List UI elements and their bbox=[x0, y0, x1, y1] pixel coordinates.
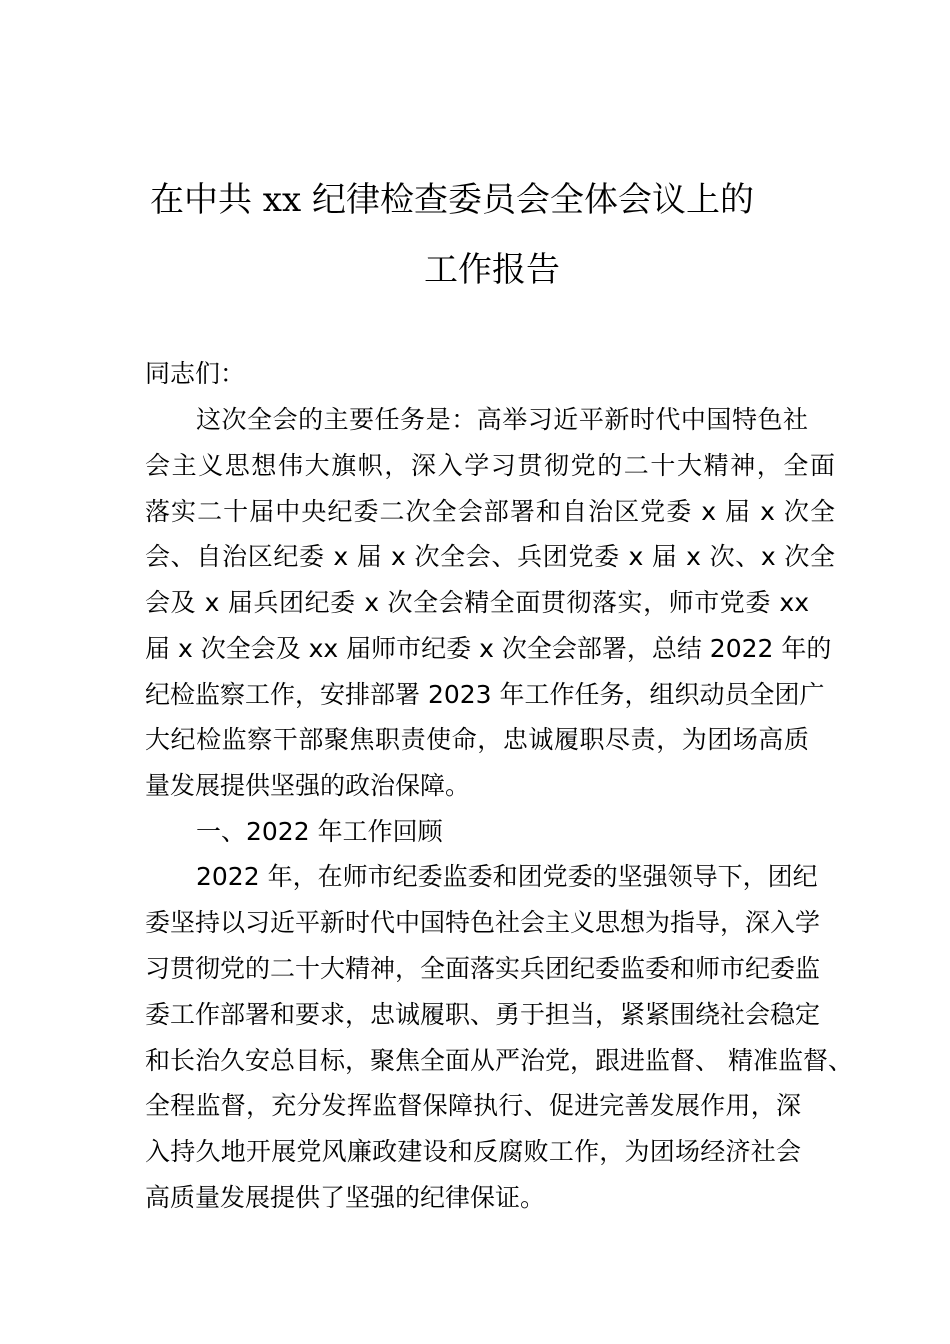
paragraph-line: 落实二十届中央纪委二次全会部署和自治区党委 x 届 x 次全 bbox=[145, 497, 835, 526]
paragraph-line: 委坚持以习近平新时代中国特色社会主义思想为指导，深入学 bbox=[145, 908, 821, 937]
paragraph-line: 大纪检监察干部聚焦职责使命，忠诚履职尽责，为团场高质 bbox=[145, 725, 809, 754]
paragraph-line: 这次全会的主要任务是：高举习近平新时代中国特色社 bbox=[196, 405, 808, 434]
paragraph-line: 纪检监察工作，安排部署 2023 年工作任务，组织动员全团广 bbox=[145, 680, 825, 709]
paragraph-line: 和长治久安总目标，聚焦全面从严治党，跟进监督、 精准监督、 bbox=[145, 1046, 853, 1075]
section-heading: 一、2022 年工作回顾 bbox=[196, 817, 443, 846]
paragraph-line: 习贯彻党的二十大精神，全面落实兵团纪委监委和师市纪委监 bbox=[145, 954, 821, 983]
paragraph-line: 高质量发展提供了坚强的纪律保证。 bbox=[145, 1183, 546, 1212]
paragraph-line: 届 x 次全会及 xx 届师市纪委 x 次全会部署，总结 2022 年的 bbox=[145, 634, 832, 663]
paragraph-line: 2022 年，在师市纪委监委和团党委的坚强领导下，团纪 bbox=[196, 862, 818, 891]
salutation: 同志们： bbox=[145, 359, 246, 388]
paragraph-line: 全程监督，充分发挥监督保障执行、促进完善发展作用，深 bbox=[145, 1091, 801, 1120]
paragraph-line: 会、自治区纪委 x 届 x 次全会、兵团党委 x 届 x 次、x 次全 bbox=[145, 542, 835, 571]
paragraph-line: 会主义思想伟大旗帜，深入学习贯彻党的二十大精神，全面 bbox=[145, 451, 835, 480]
paragraph-line: 会及 x 届兵团纪委 x 次全会精全面贯彻落实，师市党委 xx bbox=[145, 588, 809, 617]
document-title-line-1: 在中共 xx 纪律检查委员会全体会议上的 bbox=[150, 180, 754, 220]
paragraph-line: 量发展提供坚强的政治保障。 bbox=[145, 771, 471, 800]
document-title-line-2: 工作报告 bbox=[424, 250, 560, 290]
paragraph-line: 入持久地开展党风廉政建设和反腐败工作，为团场经济社会 bbox=[145, 1137, 801, 1166]
paragraph-line: 委工作部署和要求，忠诚履职、勇于担当，紧紧围绕社会稳定 bbox=[145, 1000, 821, 1029]
